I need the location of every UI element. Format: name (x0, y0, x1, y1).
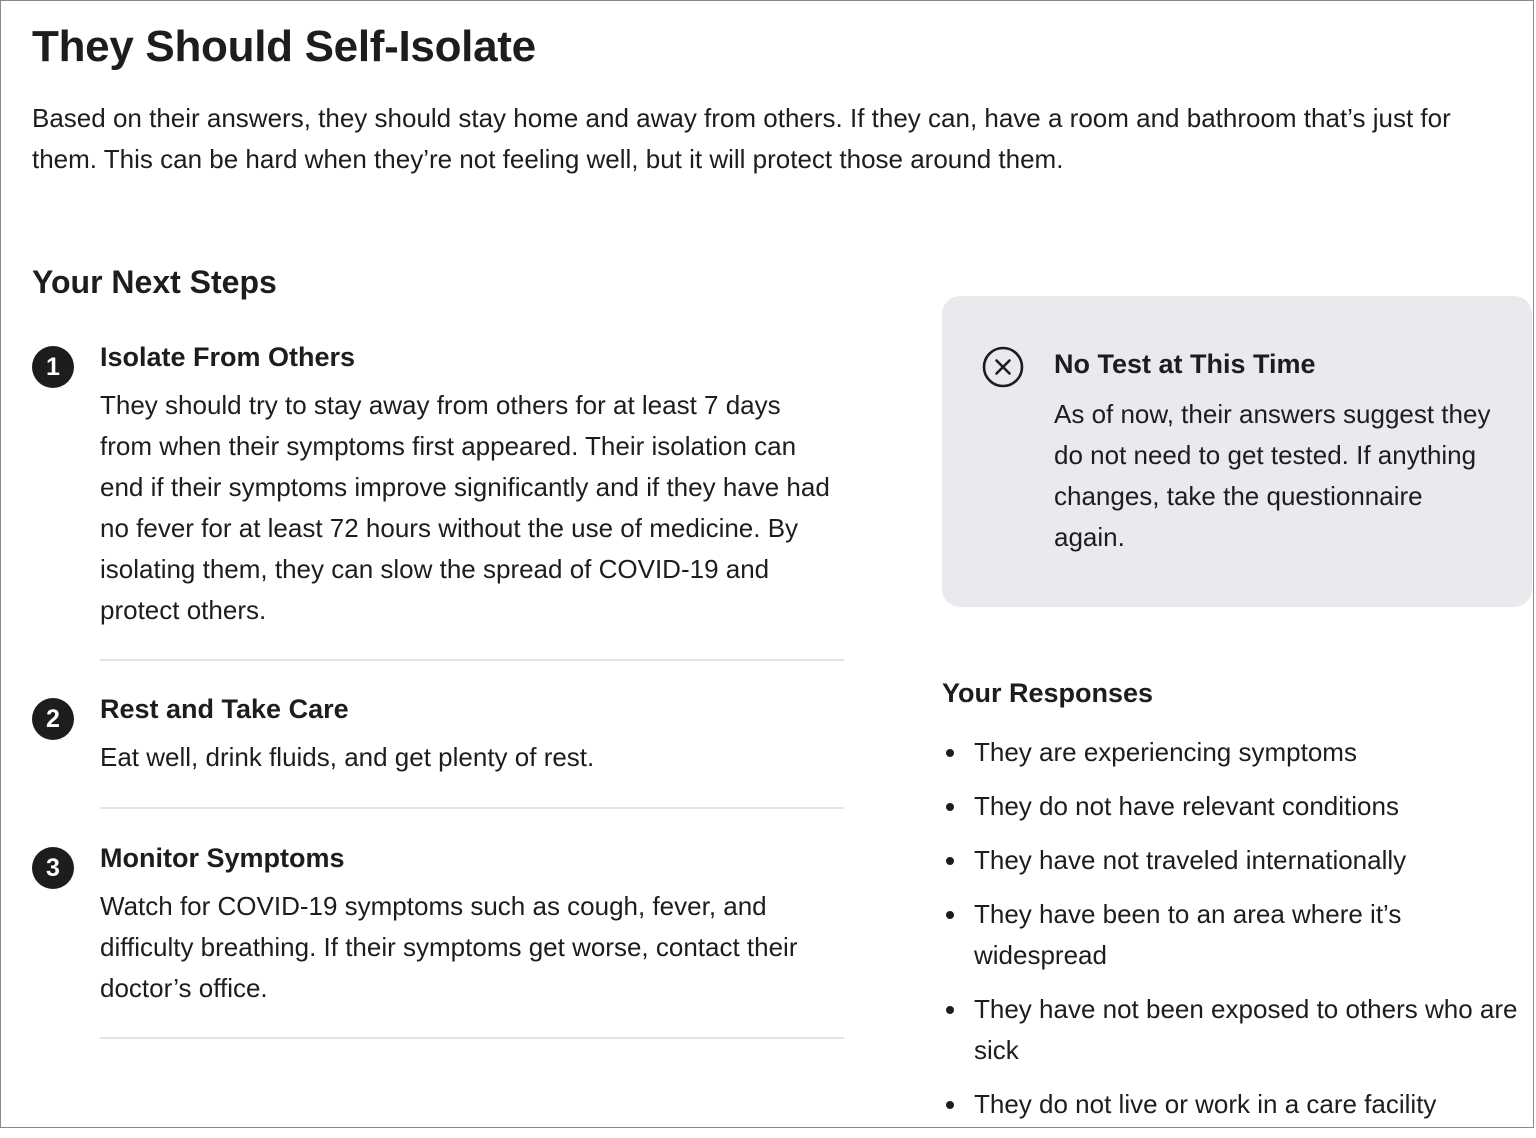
step-divider (100, 807, 844, 809)
response-text: They are experiencing symptoms (974, 737, 1357, 767)
response-item (942, 732, 1522, 773)
step-description: They should try to stay away from others for at least 7 days from when their symptoms first appeared. Their isolation can end if their symptoms improve significantly and if they have had no fever for at least 72 hours without the use of medicine. By isolating them, they can slow the spread of COVID-19 and protect others. (100, 390, 830, 625)
response-text: They have not traveled internationally (974, 845, 1407, 875)
step-divider (100, 1037, 844, 1039)
step-number-badge: 1 (32, 346, 74, 388)
response-item (942, 1084, 1522, 1125)
response-item (942, 894, 1522, 976)
step-description: Eat well, drink fluids, and get plenty of rest. (100, 742, 595, 772)
page-title: They Should Self-Isolate (32, 22, 536, 71)
response-text: They have been to an area where it’s widespread (974, 899, 1402, 970)
intro-text: Based on their answers, they should stay home and away from others. If they can, have a room and bathroom that’s just for them. This can be hard when they’re not feeling well, but it will protect those around them. (32, 103, 1451, 174)
step-isolate-from-others (32, 340, 844, 630)
card-title: No Test at This Time (1054, 349, 1316, 379)
bullet-icon (946, 803, 954, 811)
bullet-icon (946, 857, 954, 865)
response-item (942, 786, 1522, 827)
bullet-icon (946, 1101, 954, 1109)
responses-heading: Your Responses (942, 678, 1154, 708)
responses-list (942, 732, 1522, 1138)
next-steps-heading: Your Next Steps (32, 264, 277, 300)
response-item (942, 989, 1522, 1071)
step-monitor-symptoms (32, 841, 844, 1021)
circle-x-icon (982, 346, 1024, 388)
response-text: They do not have relevant conditions (974, 791, 1399, 821)
response-text: They do not live or work in a care facility (974, 1089, 1437, 1119)
step-divider (100, 659, 844, 661)
card-description: As of now, their answers suggest they do not need to get tested. If anything changes, take the questionnaire again. (1054, 399, 1491, 552)
step-number-badge: 2 (32, 698, 74, 740)
step-title: Monitor Symptoms (100, 843, 345, 873)
response-text: They have not been exposed to others who are sick (974, 994, 1518, 1065)
bullet-icon (946, 1006, 954, 1014)
step-number-badge: 3 (32, 847, 74, 889)
step-description: Watch for COVID-19 symptoms such as cough, fever, and difficulty breathing. If their symptoms get worse, contact their doctor’s office. (100, 891, 798, 1003)
response-item (942, 840, 1522, 881)
bullet-icon (946, 749, 954, 757)
step-title: Rest and Take Care (100, 694, 349, 724)
step-title: Isolate From Others (100, 342, 356, 372)
no-test-card (942, 296, 1532, 607)
step-rest-and-take-care (32, 692, 844, 792)
bullet-icon (946, 911, 954, 919)
